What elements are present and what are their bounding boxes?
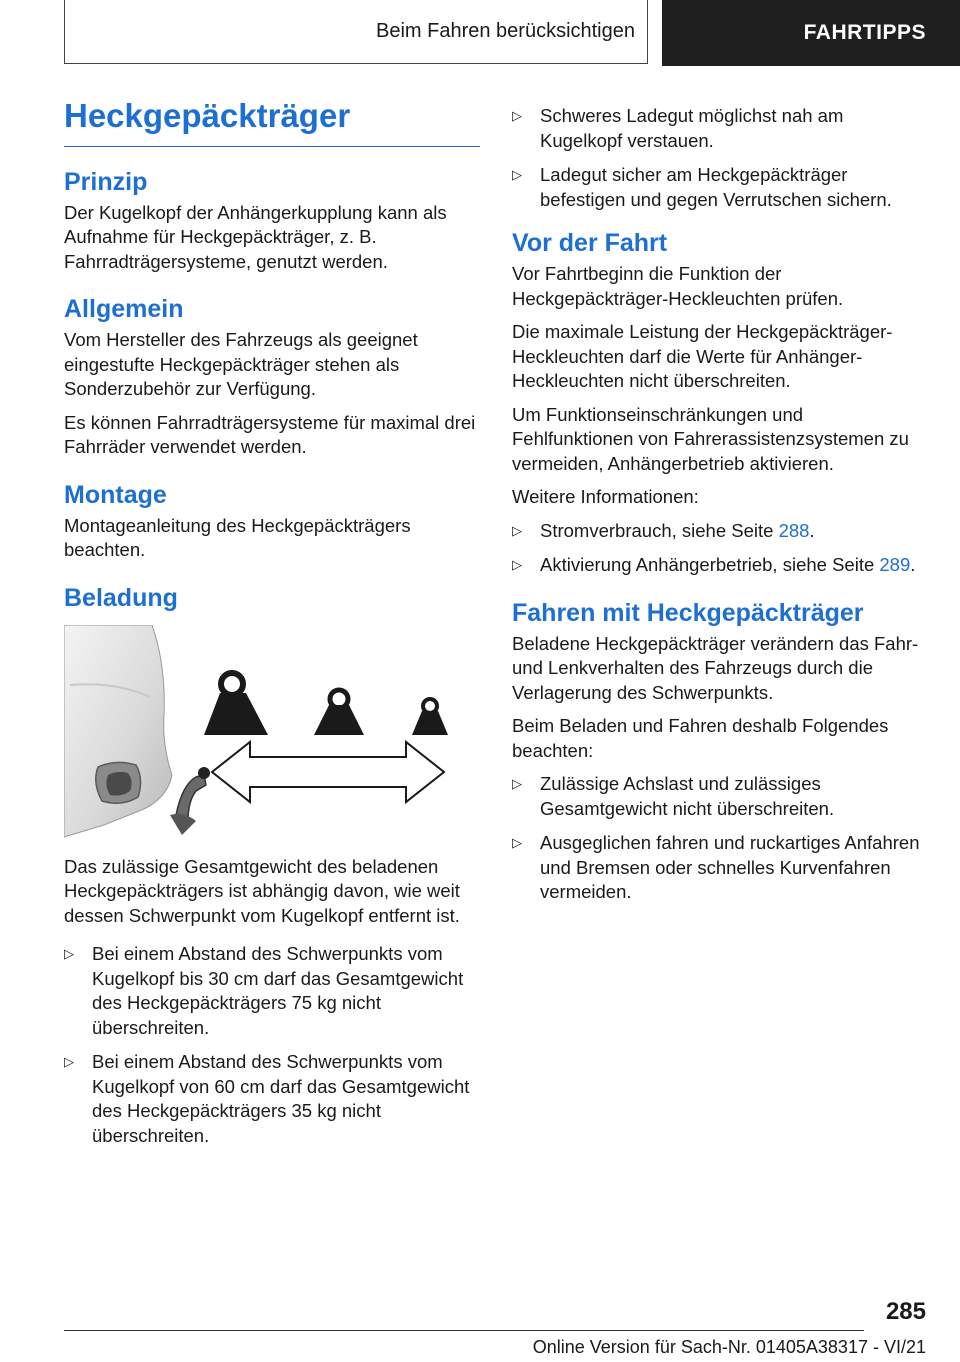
beladung-caption: Das zulässige Gesamtgewicht des beladenen Heckgepäckträgers ist abhängig davon, wie weit dessen Schwerpunkt vom Kugelkopf entfernt ist. xyxy=(64,855,460,926)
section-beladung xyxy=(64,583,480,1149)
list-item xyxy=(512,163,928,212)
list-item-text: Schweres Ladegut möglichst nah am Kugelkopf verstauen. xyxy=(540,105,844,151)
list-item-text: Bei einem Abstand des Schwerpunkts vom Kugelkopf von 60 cm darf das Gesamtgewicht des Heckgepäckträgers 35 kg nicht überschreiten. xyxy=(92,1051,470,1146)
list-item xyxy=(64,942,480,1040)
heading-fahren: Fahren mit Heckgepäckträger xyxy=(512,598,864,627)
page-number: 285 xyxy=(885,1298,926,1325)
section-montage xyxy=(64,480,480,563)
triangle-bullet-icon: ▷ xyxy=(512,776,522,791)
triangle-bullet-icon: ▷ xyxy=(512,557,522,572)
chapter-label: FAHRTIPPS xyxy=(662,0,960,66)
beladung-list xyxy=(64,942,480,1148)
triangle-bullet-icon: ▷ xyxy=(512,167,522,182)
heading-montage: Montage xyxy=(64,480,167,509)
online-version-note: Online Version für Sach-Nr. 01405A38317 - VI/21 xyxy=(532,1337,926,1357)
list-item xyxy=(64,1050,480,1148)
list-item xyxy=(512,831,928,905)
triangle-bullet-icon: ▷ xyxy=(512,522,522,538)
montage-text: Montageanleitung des Heckgepäckträgers beachten. xyxy=(64,514,411,561)
triangle-bullet-icon: ▷ xyxy=(64,946,74,962)
list-item-text: Ausgeglichen fahren und ruckartiges Anfahren und Bremsen oder schnelles Kurvenfahren vermeiden. xyxy=(540,832,920,902)
allgemein-text-1: Vom Hersteller des Fahrzeugs als geeignet eingestufte Heckgepäckträger stehen als Sonderzubehör zur Verfügung. xyxy=(64,329,418,400)
vor-der-fahrt-text-4: Weitere Informationen: xyxy=(512,486,699,507)
heading-beladung: Beladung xyxy=(64,583,178,612)
fahren-text-2: Beim Beladen und Fahren deshalb Folgendes beachten: xyxy=(512,715,889,761)
link-suffix: . xyxy=(809,519,815,541)
beladung-list-continued xyxy=(512,104,928,212)
left-column xyxy=(64,96,480,1158)
heading-prinzip: Prinzip xyxy=(64,167,148,196)
list-item xyxy=(512,519,928,544)
allgemein-text-2: Es können Fahrradträgersysteme für maximal drei Fahrräder verwendet werden. xyxy=(64,411,476,458)
vor-der-fahrt-text-2: Die maximale Leistung der Heckgepäckträger-Heckleuchten darf die Werte für Anhänger-Heckleuchten nicht überschreiten. xyxy=(512,321,893,391)
prinzip-text: Der Kugelkopf der Anhängerkupplung kann als Aufnahme für Heckgepäckträger, z. B. Fahrradträgersysteme, genutzt werden. xyxy=(64,201,447,272)
right-column xyxy=(512,104,928,915)
list-item-text: Ladegut sicher am Heckgepäckträger befestigen und gegen Verrutschen sichern. xyxy=(540,164,892,210)
link-suffix: . xyxy=(910,554,916,575)
link-text: Aktivierung Anhängerbetrieb, siehe Seite xyxy=(540,554,880,575)
section-vor-der-fahrt xyxy=(512,228,928,578)
page-link-288[interactable]: 288 xyxy=(778,519,810,541)
load-distribution-illustration xyxy=(64,625,480,843)
list-item xyxy=(512,104,928,153)
triangle-bullet-icon: ▷ xyxy=(64,1054,74,1070)
list-item xyxy=(512,553,928,578)
link-text: Stromverbrauch, siehe Seite xyxy=(540,519,779,541)
list-item-text: Bei einem Abstand des Schwerpunkts vom Kugelkopf bis 30 cm darf das Gesamtgewicht des Heckgepäckträgers 75 kg nicht überschreiten. xyxy=(92,943,464,1038)
section-fahren xyxy=(512,598,928,905)
section-label: Beim Fahren berücksichtigen xyxy=(64,0,648,64)
page-title: Heckgepäckträger xyxy=(64,96,480,147)
heading-allgemein: Allgemein xyxy=(64,295,184,324)
section-allgemein xyxy=(64,294,480,460)
page-link-289[interactable]: 289 xyxy=(879,554,911,575)
vor-der-fahrt-text-3: Um Funktionseinschränkungen und Fehlfunktionen von Fahrerassistenzsystemen zu vermeiden, Anhängerbetrieb aktivieren. xyxy=(512,403,909,474)
more-info-list xyxy=(512,519,928,578)
fahren-text-1: Beladene Heckgepäckträger verändern das Fahr- und Lenkverhalten des Fahrzeugs durch die Verlagerung des Schwerpunkts. xyxy=(512,632,919,703)
vor-der-fahrt-text-1: Vor Fahrtbeginn die Funktion der Heckgepäckträger-Heckleuchten prüfen. xyxy=(512,263,844,309)
fahren-list xyxy=(512,772,928,905)
triangle-bullet-icon: ▷ xyxy=(512,108,522,123)
page-header xyxy=(0,0,960,66)
list-item xyxy=(512,772,928,821)
footer-divider xyxy=(64,1330,864,1331)
section-prinzip xyxy=(64,167,480,275)
heading-vor-der-fahrt: Vor der Fahrt xyxy=(512,229,668,257)
triangle-bullet-icon: ▷ xyxy=(512,835,522,850)
list-item-text: Zulässige Achslast und zulässiges Gesamtgewicht nicht überschreiten. xyxy=(540,773,835,819)
